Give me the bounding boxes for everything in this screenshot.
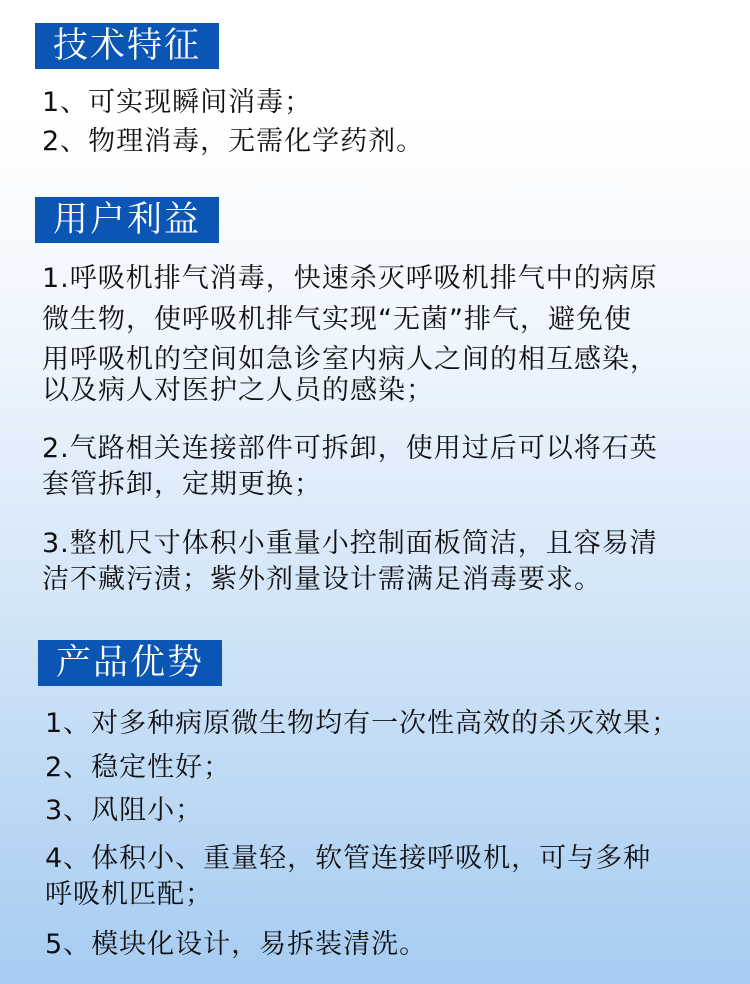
advantage-line-6: 5、模块化设计，易拆装清洗。 bbox=[45, 929, 428, 960]
section-title-tech: 技术特征 bbox=[35, 23, 219, 69]
advantage-line-1: 1、对多种病原微生物均有一次性高效的杀灭效果； bbox=[45, 708, 680, 739]
section-title-benefit: 用户利益 bbox=[35, 197, 219, 243]
tech-line-2: 2、物理消毒，无需化学药剂。 bbox=[42, 126, 425, 157]
benefit-line-5: 2.气路相关连接部件可拆卸，使用过后可以将石英 bbox=[42, 433, 658, 464]
benefit-line-6: 套管拆卸，定期更换； bbox=[42, 469, 322, 500]
advantage-line-4: 4、体积小、重量轻，软管连接呼吸机，可与多种 bbox=[45, 843, 652, 874]
benefit-line-3: 用呼吸机的空间如急诊室内病人之间的相互感染， bbox=[42, 344, 658, 375]
benefit-line-2: 微生物，使呼吸机排气实现“无菌”排气，避免使 bbox=[42, 304, 632, 335]
advantage-line-5: 呼吸机匹配； bbox=[45, 879, 213, 910]
tech-line-1: 1、可实现瞬间消毒； bbox=[42, 87, 313, 118]
section-title-advantage: 产品优势 bbox=[38, 640, 222, 686]
benefit-line-1: 1.呼吸机排气消毒，快速杀灭呼吸机排气中的病原 bbox=[42, 263, 658, 294]
advantage-line-3: 3、风阻小； bbox=[45, 795, 204, 826]
benefit-line-7: 3.整机尺寸体积小重量小控制面板简洁，且容易清 bbox=[42, 528, 658, 559]
advantage-line-2: 2、稳定性好； bbox=[45, 752, 232, 783]
benefit-line-8: 洁不藏污渍；紫外剂量设计需满足消毒要求。 bbox=[42, 564, 602, 595]
benefit-line-4: 以及病人对医护之人员的感染； bbox=[42, 375, 434, 406]
